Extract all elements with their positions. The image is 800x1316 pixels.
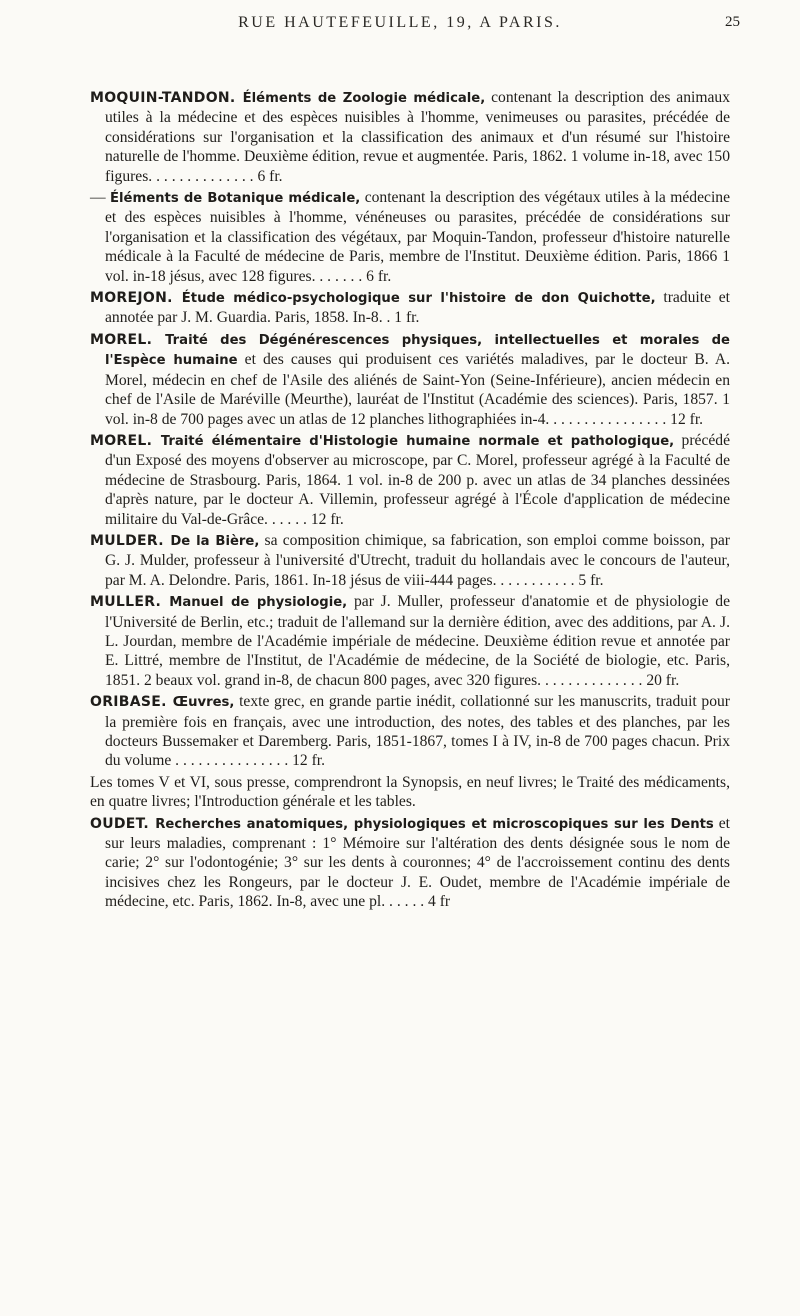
entry-author: MOREL.: [90, 432, 161, 449]
entry-title: Éléments de Botanique médicale,: [110, 191, 361, 207]
catalog-entries: [90, 88, 730, 914]
entry-title: Recherches anatomiques, physiologiques et microscopiques sur les Dents: [155, 816, 714, 832]
entry-author: OUDET.: [90, 815, 156, 832]
catalog-entry: [90, 814, 730, 912]
catalog-entry: [90, 188, 730, 286]
entry-body: précédé d'un Exposé des moyens d'observer au microscope, par C. Morel, professeur agrégé à la Faculté de médecine de Strasbourg. Paris, 1864. 1 vol. in-8 de 200 p. avec un atlas de 34 planches dessinées d'après nature, par le docteur A. Villemin, professeur agrégé à l'École d'application de médecine militaire du Val-de-Grâce. . . . . . 12 fr.: [105, 431, 731, 528]
catalog-entry: [90, 288, 730, 328]
entry-author: MOREL.: [90, 331, 166, 348]
page-number: 25: [725, 14, 740, 30]
page-header: [60, 8, 740, 38]
entry-body: texte grec, en grande partie inédit, collationné sur les manuscrits, traduit pour la première fois en français, avec une introduction, des notes, des tables et des planches, par les docteurs Bussemaker et Daremberg. Paris, 1851-1867, tomes I à IV, in-8 de 700 pages chacun. Prix du volume . . . . . . . . . . . . . . . 12 fr.: [105, 693, 731, 770]
entry-author: MULDER.: [90, 532, 171, 549]
entry-title: Œuvres,: [172, 695, 235, 711]
catalog-entry: [90, 592, 730, 690]
entry-dash: —: [90, 189, 111, 207]
entry-title: Traité des Dégénérescences physiques, intellectuelles et morales de l'Espèce humaine: [105, 332, 730, 369]
entry-title: Manuel de physiologie,: [169, 595, 348, 611]
entry-body: par J. Muller, professeur d'anatomie et de physiologie de l'Université de Berlin, etc.; traduit de l'allemand sur la dernière édition, avec des additions, par A. J. L. Jourdan, membre de l'Académie impériale de médecine. Deuxième édition revue et annotée par E. Littré, membre de l'Institut, de l'Académie de médecine, de la Société de biologie, etc. Paris, 1851. 2 beaux vol. grand in-8, de chacun 800 pages, avec 320 figures. . . . . . . . . . . . . . 20 fr.: [105, 593, 730, 689]
entry-title: Étude médico-psychologique sur l'histoire de don Quichotte,: [181, 291, 656, 307]
entry-body: contenant la description des animaux utiles à la médecine et des espèces nuisibles à l'homme, venimeuses ou parasites, précédée de considérations sur l'organisation et la classification des animaux et d'un résumé sur l'histoire naturelle de l'homme. Deuxième édition, revue et augmentée. Paris, 1862. 1 volume in-18, avec 150 figures. . . . . . . . . . . . . . 6 fr.: [105, 89, 730, 185]
catalog-entry: [90, 431, 730, 529]
entry-title: Éléments de Zoologie médicale,: [242, 91, 486, 106]
entry-body: et des causes qui produisent ces variétés maladives, par le docteur B. A. Morel, médecin en chef de l'Asile des aliénés de Saint-Yon (Seine-Inférieure), ancien médecin en chef de l'Asile de Maréville (Meurthe), lauréat de l'Institut (Académie des sciences). Paris, 1857. 1 vol. in-8 de 700 pages avec un atlas de 12 planches lithographiées in-4. . . . . . . . . . . . . . . . 12 fr.: [105, 351, 730, 428]
catalog-entry: [90, 330, 730, 429]
catalog-entry: [90, 531, 730, 590]
entry-body: Les tomes V et VI, sous presse, comprendront la Synopsis, en neuf livres; le Traité des médicaments, en quatre livres; l'Introduction générale et les tables.: [90, 773, 730, 811]
entry-body: contenant la description des végétaux utiles à la médecine et des espèces nuisibles à l'homme, vénéneuses ou parasites, précédée de considérations sur l'organisation et la classification des végétaux, par Moquin-Tandon, professeur d'histoire naturelle médicale à la Faculté de médecine de Paris, membre de l'Institut. Deuxième édition. Paris, 1866 1 vol. in-18 jésus, avec 128 figures. . . . . . . 6 fr.: [105, 189, 730, 285]
entry-author: ORIBASE.: [90, 694, 173, 711]
catalog-entry: [90, 692, 730, 771]
entry-body: sa composition chimique, sa fabrication, son emploi comme boisson, par G. J. Mulder, professeur à l'université d'Utrecht, traduit du hollandais avec le concours de l'auteur, par M. A. Delondre. Paris, 1861. In-18 jésus de viii-444 pages. . . . . . . . . . . 5 fr.: [105, 531, 730, 589]
entry-author: MOQUIN-TANDON.: [90, 90, 243, 106]
entry-body: et sur leurs maladies, comprenant : 1° Mémoire sur l'altération des dents désignée sous le nom de carie; 2° sur l'odontogénie; 3° sur les dents à couronnes; 4° de l'accroissement continu des dents incisives chez les Rongeurs, par le docteur J. E. Oudet, membre de l'Académie impériale de médecine, etc. Paris, 1862. In-8, avec une pl. . . . . . 4 fr: [105, 814, 731, 911]
entry-title: De la Bière,: [170, 533, 260, 549]
entry-author: MOREJON.: [90, 290, 182, 307]
entry-body: traduite et annotée par J. M. Guardia. Paris, 1858. In-8. . 1 fr.: [105, 289, 730, 327]
entry-author: MULLER.: [90, 594, 170, 611]
catalog-entry: [90, 88, 730, 186]
running-title: RUE HAUTEFEUILLE, 19, A PARIS.: [238, 14, 562, 31]
entry-title: Traité élémentaire d'Histologie humaine normale et pathologique,: [160, 433, 675, 449]
catalog-entry: [90, 773, 730, 812]
